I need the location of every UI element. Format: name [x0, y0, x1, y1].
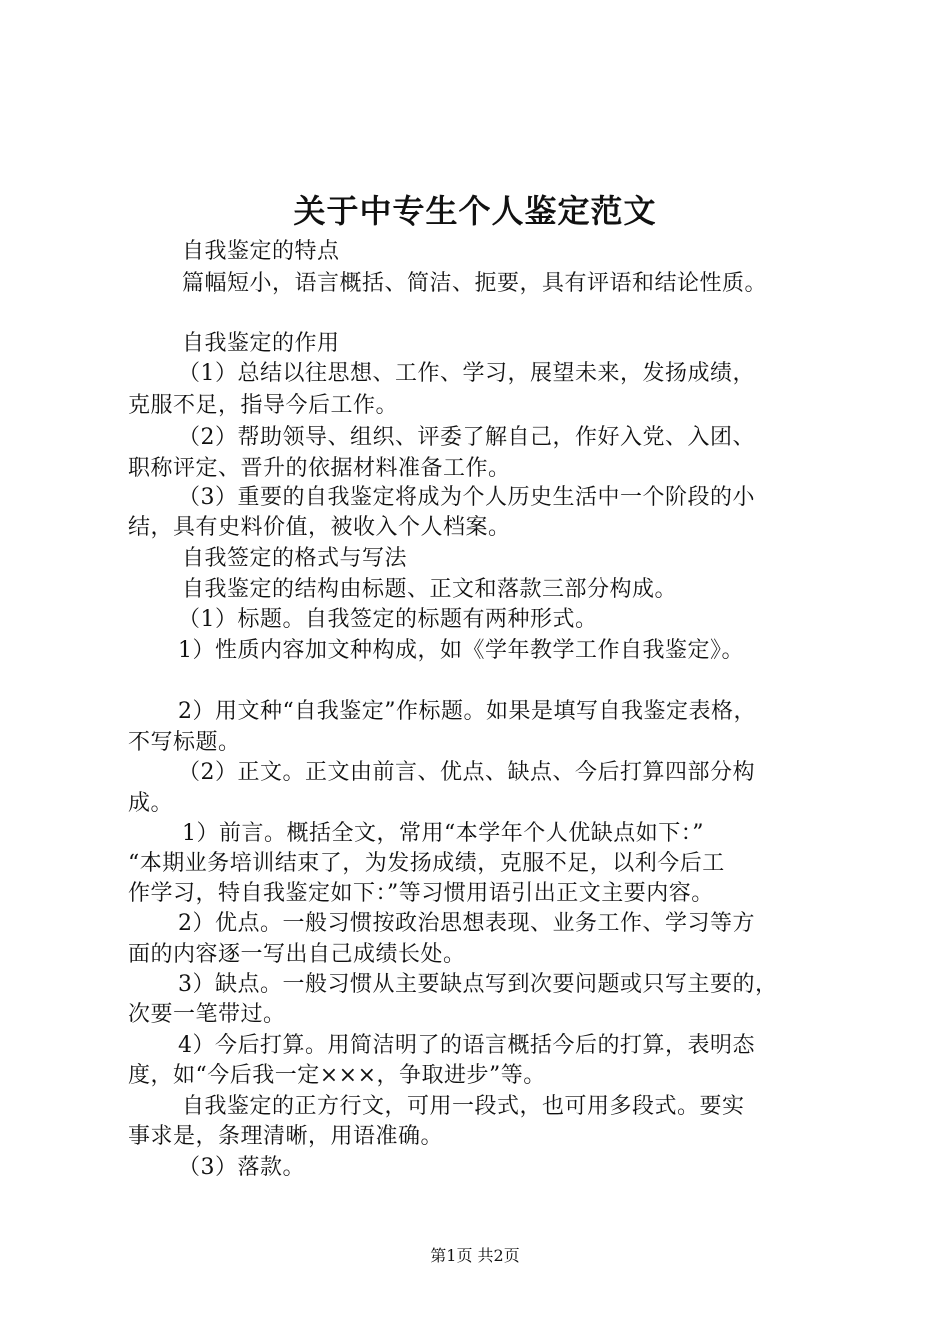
text-line: 度，如“今后我一定×××，争取进步”等。: [128, 1063, 546, 1088]
text-line: 自我鉴定的正方行文，可用一段式，也可用多段式。要实: [182, 1094, 745, 1119]
text-line: 成。: [128, 791, 174, 816]
page-footer: 第1页 共2页: [430, 1246, 520, 1265]
text-line: 面的内容逐一写出自己成绩长处。: [128, 942, 466, 967]
text-line: （3）重要的自我鉴定将成为个人历史生活中一个阶段的小: [178, 485, 755, 510]
text-line: 1）性质内容加文种构成，如《学年教学工作自我鉴定》。: [178, 638, 744, 663]
text-line: （2）正文。正文由前言、优点、缺点、今后打算四部分构: [178, 760, 755, 785]
text-line: 自我鉴定的特点: [182, 239, 340, 264]
text-line: 自我签定的格式与写法: [182, 546, 408, 571]
text-line: 自我鉴定的结构由标题、正文和落款三部分构成。: [182, 577, 678, 602]
text-line: 次要一笔带过。: [128, 1002, 286, 1027]
text-line: （1）标题。自我签定的标题有两种形式。: [178, 607, 598, 632]
text-line: 2）优点。一般习惯按政治思想表现、业务工作、学习等方: [178, 911, 755, 936]
text-line: 3）缺点。一般习惯从主要缺点写到次要问题或只写主要的，: [178, 972, 778, 997]
text-line: （2）帮助领导、组织、评委了解自己，作好入党、入团、: [178, 425, 755, 450]
document-title: 关于中专生个人鉴定范文: [293, 192, 657, 230]
text-line: 自我鉴定的作用: [182, 331, 340, 356]
text-line: 不写标题。: [128, 730, 241, 755]
text-line: 事求是，条理清晰，用语准确。: [128, 1124, 444, 1149]
text-line: 克服不足，指导今后工作。: [128, 393, 399, 418]
text-line: 1）前言。概括全文，常用“本学年个人优缺点如下：”: [182, 821, 704, 846]
text-line: 篇幅短小，语言概括、简洁、扼要，具有评语和结论性质。: [182, 271, 768, 296]
text-line: （3）落款。: [178, 1155, 305, 1180]
text-line: “本期业务培训结束了，为发扬成绩，克服不足，以利今后工: [128, 851, 725, 876]
text-line: 4）今后打算。用简洁明了的语言概括今后的打算，表明态: [178, 1033, 755, 1058]
text-line: 作学习，特自我鉴定如下：”等习惯用语引出正文主要内容。: [128, 881, 714, 906]
text-line: 结，具有史料价值，被收入个人档案。: [128, 515, 511, 540]
text-line: 2）用文种“自我鉴定”作标题。如果是填写自我鉴定表格，: [178, 699, 756, 724]
text-line: 职称评定、晋升的依据材料准备工作。: [128, 456, 511, 481]
text-line: （1）总结以往思想、工作、学习，展望未来，发扬成绩，: [178, 361, 755, 386]
